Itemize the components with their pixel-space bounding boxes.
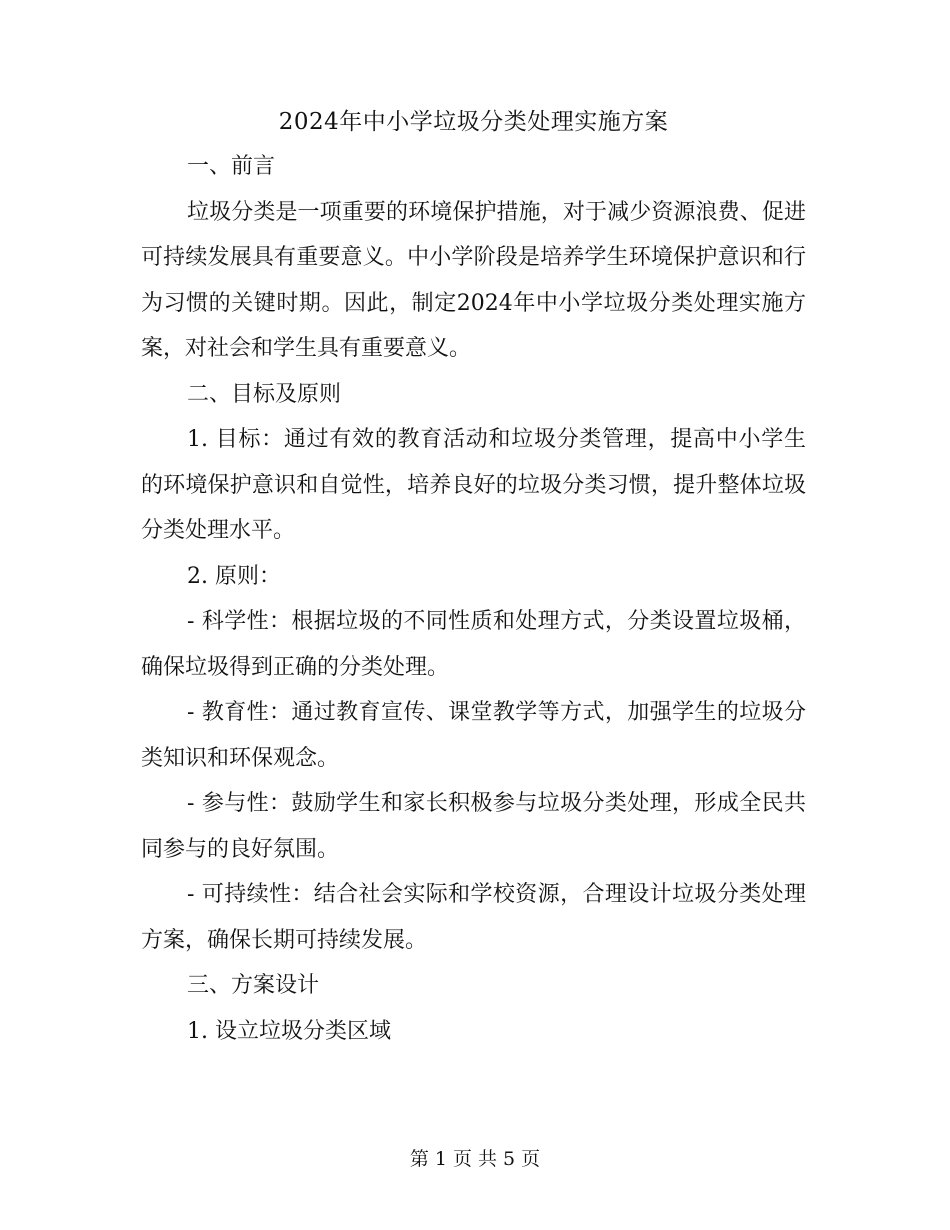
list-item-educational: - 教育性：通过教育宣传、课堂教学等方式，加强学生的垃圾分类知识和环保观念。: [141, 700, 806, 771]
section-heading-goals: 二、目标及原则: [187, 381, 342, 407]
paragraph-design-item-1: 1. 设立垃圾分类区域: [187, 1018, 391, 1044]
document-title: 2024年中小学垃圾分类处理实施方案: [278, 109, 669, 135]
section-heading-preface: 一、前言: [187, 154, 276, 179]
paragraph-goal: 1. 目标：通过有效的教育活动和垃圾分类管理，提高中小学生的环境保护意识和自觉性，培养良好的垃圾分类习惯，提升整体垃圾分类处理水平。: [141, 427, 806, 543]
paragraph-principles-heading: 2. 原则：: [187, 563, 281, 589]
list-item-sustainability: - 可持续性：结合社会实际和学校资源，合理设计垃圾分类处理方案，确保长期可持续发展。: [141, 882, 806, 953]
section-heading-design: 三、方案设计: [187, 973, 320, 998]
document-body: [141, 100, 806, 1054]
list-item-scientific: - 科学性：根据垃圾的不同性质和处理方式，分类设置垃圾桶，确保垃圾得到正确的分类处理。: [141, 609, 806, 680]
page-footer: 第 1 页 共 5 页: [409, 1148, 541, 1170]
paragraph-preface: 垃圾分类是一项重要的环境保护措施，对于减少资源浪费、促进可持续发展具有重要意义。中小学阶段是培养学生环境保护意识和行为习惯的关键时期。因此，制定2024年中小学垃圾分类处理实施方案，对社会和学生具有重要意义。: [141, 199, 806, 361]
list-item-participation: - 参与性：鼓励学生和家长积极参与垃圾分类处理，形成全民共同参与的良好氛围。: [141, 791, 806, 862]
